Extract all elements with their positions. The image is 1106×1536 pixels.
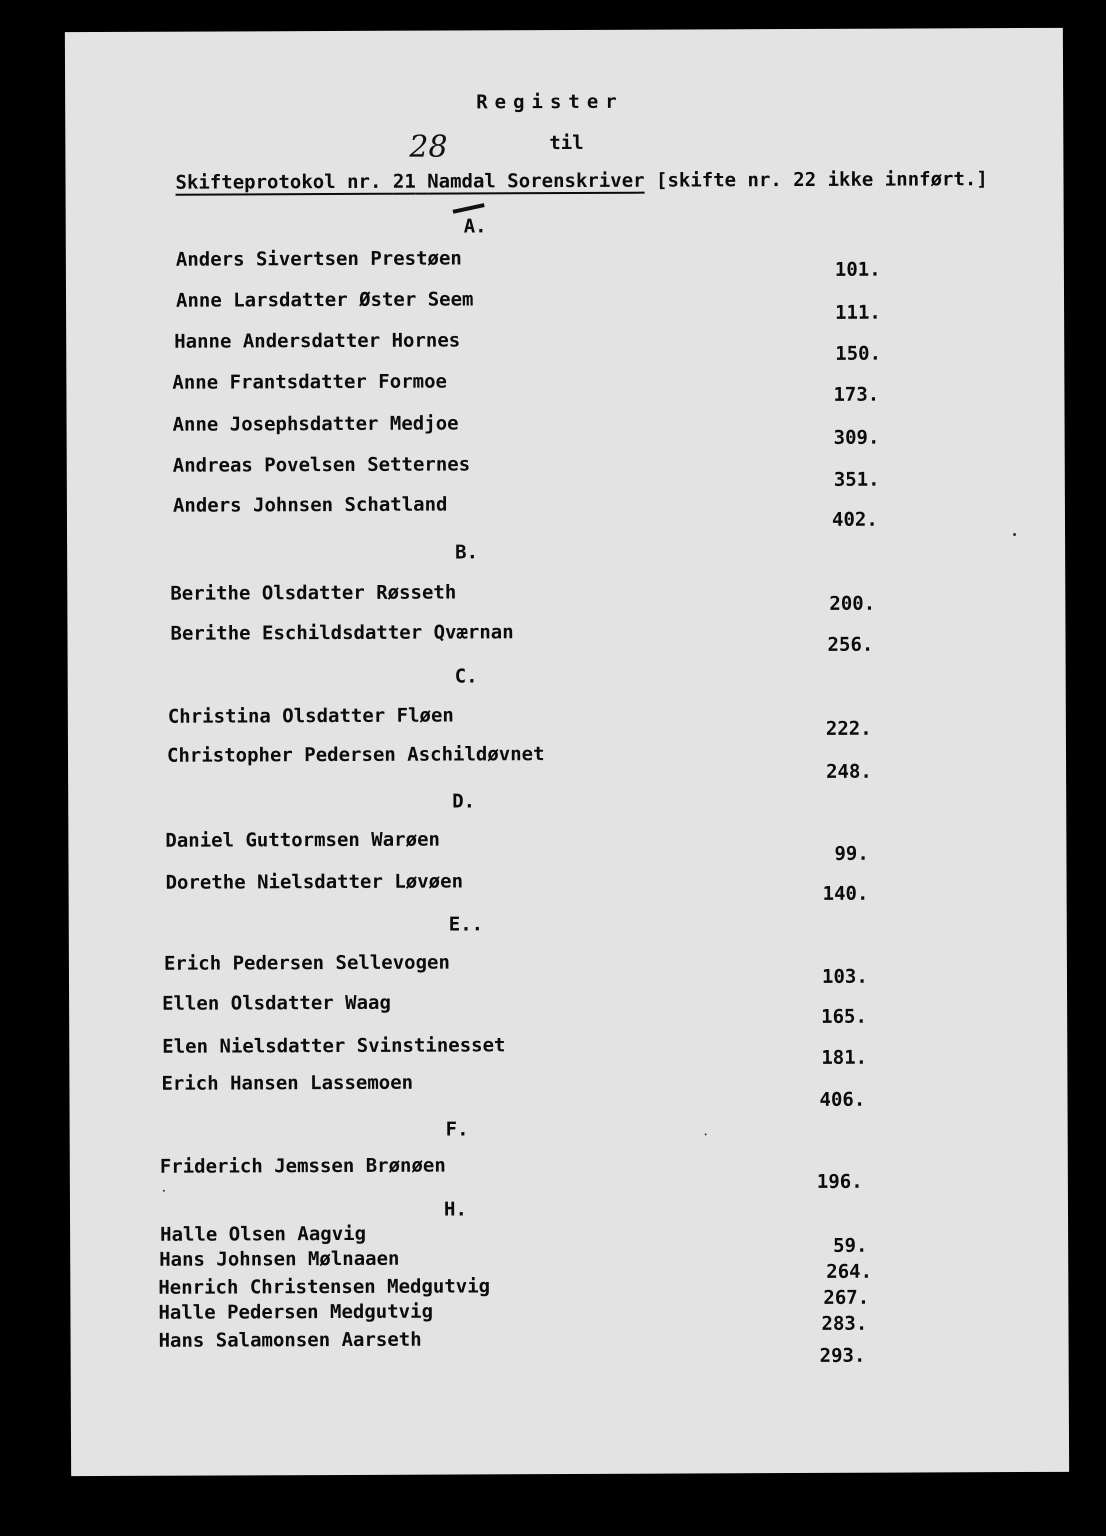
entry-name: Anders Johnsen Schatland	[172, 493, 448, 517]
entry-name: Berithe Eschildsdatter Qværnan	[170, 621, 514, 645]
section-letter: A.	[463, 215, 487, 238]
entry-name: Friderich Jemssen Brønøen	[159, 1154, 446, 1178]
subtitle-note: [skifte nr. 22 ikke innført.]	[655, 168, 988, 192]
entry-page-number: 181.	[821, 1046, 868, 1069]
entry-name: Hans Salamonsen Aarseth	[158, 1328, 422, 1352]
entry-name: Halle Pedersen Medgutvig	[158, 1300, 434, 1324]
document-page	[65, 28, 1069, 1476]
entry-page-number: 196.	[816, 1170, 863, 1193]
entry-page-number: 406.	[819, 1088, 866, 1111]
entry-page-number: 264.	[826, 1260, 873, 1283]
section-letter: E..	[448, 913, 484, 936]
entry-page-number: 103.	[821, 965, 868, 988]
section-letter: D.	[452, 790, 476, 813]
entry-page-number: 59.	[833, 1234, 868, 1257]
entry-page-number: 200.	[829, 592, 876, 615]
entry-page-number: 402.	[831, 508, 878, 531]
entry-name: Anne Frantsdatter Formoe	[172, 370, 447, 394]
section-letter: C.	[454, 665, 478, 688]
entry-name: Elen Nielsdatter Svinstinesset	[162, 1034, 506, 1058]
entry-name: Anders Sivertsen Prestøen	[175, 247, 462, 271]
speck	[1013, 533, 1016, 536]
section-letter: F.	[445, 1118, 469, 1141]
entry-name: Hanne Andersdatter Hornes	[174, 329, 461, 353]
entry-name: Berithe Olsdatter Røsseth	[170, 581, 457, 605]
subtitle-struck-number: 21	[392, 170, 416, 193]
entry-name: Daniel Guttormsen Warøen	[165, 828, 440, 852]
entry-page-number: 309.	[833, 426, 880, 449]
entry-page-number: 267.	[823, 1286, 870, 1309]
entry-page-number: 351.	[833, 468, 880, 491]
entry-page-number: 99.	[834, 842, 869, 865]
entry-page-number: 283.	[821, 1312, 868, 1335]
section-letter: H.	[443, 1198, 467, 1221]
subtitle-prefix: Skifteprotokol nr.	[175, 170, 382, 194]
entry-name: Andreas Povelsen Setternes	[172, 453, 471, 477]
entry-name: Erich Pedersen Sellevogen	[163, 951, 450, 975]
entry-page-number: 150.	[835, 342, 882, 365]
entry-page-number: 111.	[835, 301, 881, 324]
entry-page-number: 256.	[827, 633, 874, 656]
entry-name: Ellen Olsdatter Waag	[162, 991, 391, 1015]
section-letter: B.	[455, 541, 479, 564]
strike-mark	[453, 203, 485, 214]
entry-name: Erich Hansen Lassemoen	[161, 1071, 414, 1095]
speck	[163, 1190, 165, 1192]
entry-name: Christopher Pedersen Aschildøvnet	[166, 743, 545, 767]
entry-name: Halle Olsen Aagvig	[160, 1222, 367, 1246]
entry-page-number: 173.	[833, 383, 880, 406]
entry-page-number: 293.	[819, 1344, 866, 1367]
entry-name: Anne Josephsdatter Medjoe	[172, 412, 459, 436]
entry-name: Dorethe Nielsdatter Løvøen	[165, 870, 464, 894]
entry-page-number: 222.	[825, 717, 872, 740]
entry-page-number: 140.	[822, 882, 869, 905]
subtitle-office: Namdal Sorenskriver	[427, 169, 645, 193]
handwritten-protocol-number: 28	[409, 129, 448, 165]
title-til: til	[549, 131, 584, 155]
entry-page-number: 101.	[834, 258, 881, 281]
entry-name: Christina Olsdatter Fløen	[167, 704, 454, 728]
entry-page-number: 165.	[821, 1005, 867, 1028]
entry-name: Hans Johnsen Mølnaaen	[159, 1247, 400, 1271]
page-title: Register	[476, 90, 624, 114]
entry-name: Anne Larsdatter Øster Seem	[175, 288, 474, 312]
entry-page-number: 248.	[826, 760, 872, 783]
entry-name: Henrich Christensen Medgutvig	[158, 1275, 491, 1299]
subtitle-line	[175, 170, 987, 193]
speck	[705, 1133, 707, 1135]
